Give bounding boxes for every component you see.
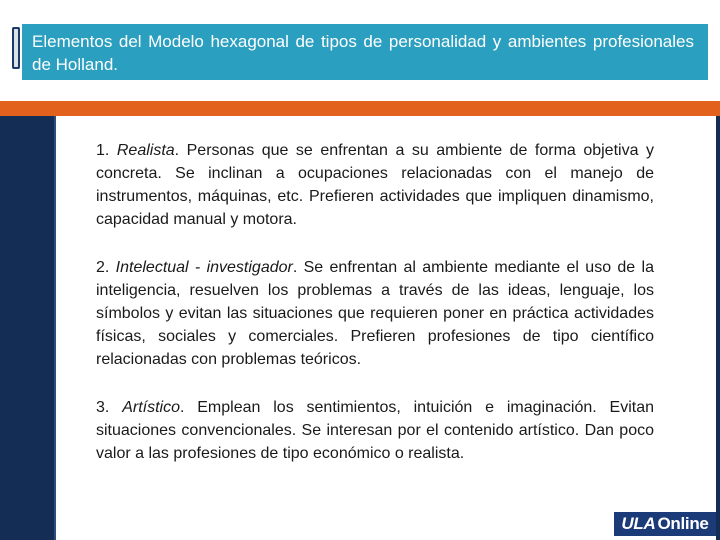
slide-title: Elementos del Modelo hexagonal de tipos de personalidad y ambientes profesionales de Holland. [32,32,694,74]
left-strip-edge [54,116,56,540]
orange-divider-bar [0,101,720,116]
ula-online-logo [614,512,716,536]
logo-brand: ULA [621,514,656,533]
item-intelectual [96,256,654,371]
item-text: . Se enfrentan al ambiente mediante el uso de la inteligencia, resuelven los problemas a través de las ideas, lenguaje, los símbolos y evitan las situaciones que requieren poner en práctica actividades físicas, sociales y comerciales. Prefieren profesiones de tipo científico relacionadas con problemas teóricos. [96,259,654,368]
content-body [96,139,654,490]
item-number: 3. [96,399,110,416]
header-accent-mark [12,27,20,69]
right-navy-edge [716,116,720,540]
logo-suffix: Online [657,514,709,533]
item-realista [96,139,654,231]
left-navy-strip [0,116,54,540]
item-text: . Personas que se enfrentan a su ambiente de forma objetiva y concreta. Se inclinan a ocupaciones relacionadas con el manejo de instrumentos, máquinas, etc. Prefieren actividades que impliquen dinamismo, capacidad manual y motora. [96,142,654,228]
item-number: 2. [96,259,110,276]
item-term: Artístico [122,399,180,416]
item-term: Intelectual - investigador [115,259,293,276]
item-term: Realista [116,142,175,159]
item-artistico [96,396,654,465]
item-text: . Emplean los sentimientos, intuición e imaginación. Evitan situaciones convencionales. Se interesan por el contenido artístico. Dan poco valor a las profesiones de tipo económico o realista. [96,399,655,462]
item-number: 1. [96,142,110,159]
